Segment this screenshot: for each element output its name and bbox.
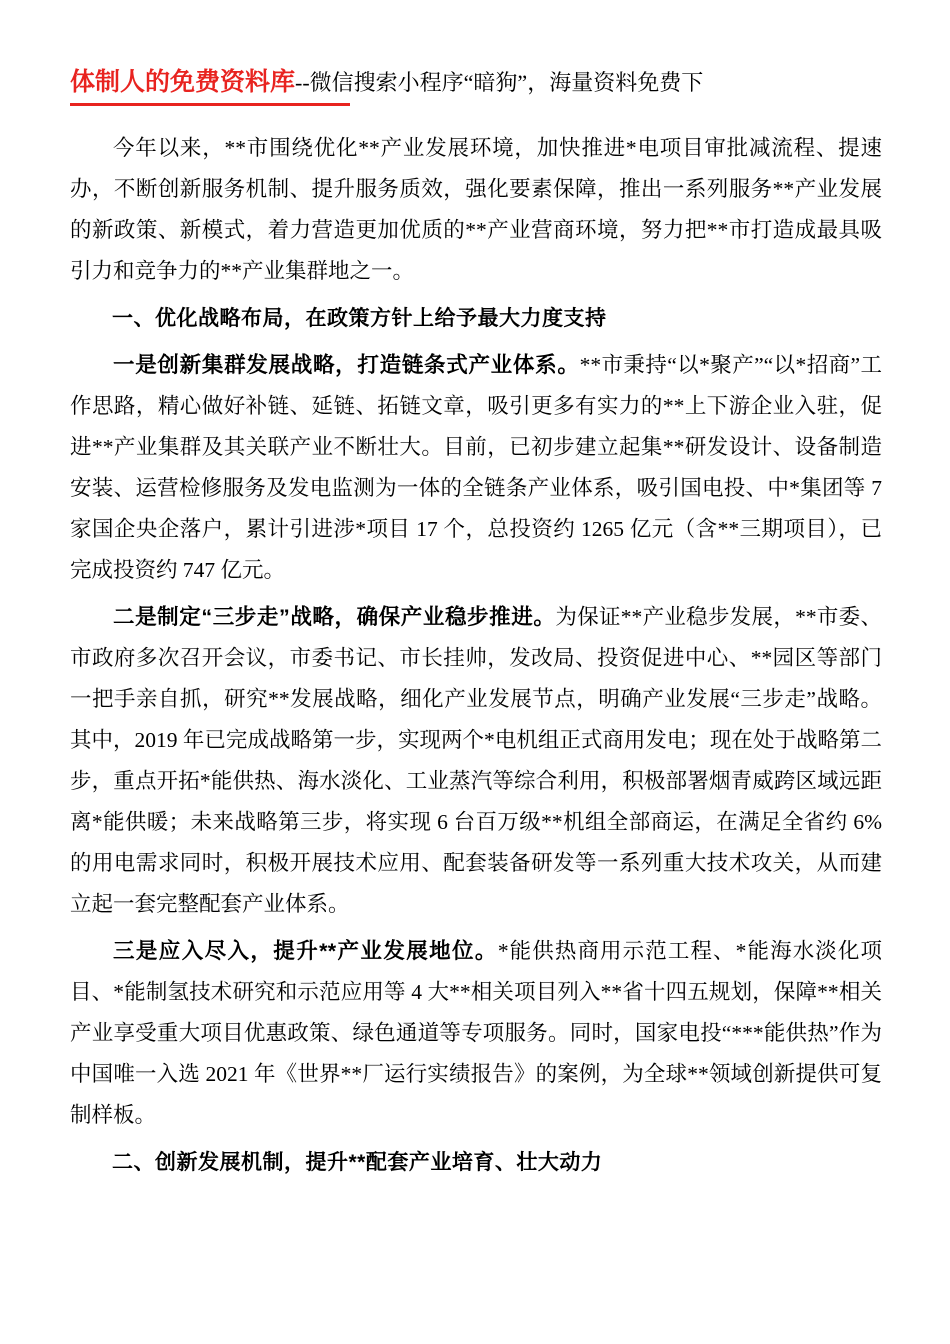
paragraph-lead: 一是创新集群发展战略，打造链条式产业体系。 bbox=[113, 353, 580, 377]
promo-banner-text: --微信搜索小程序“暗狗”，海量资料免费下 bbox=[295, 70, 704, 95]
paragraph-lead: 三是应入尽入，提升**产业发展地位。 bbox=[113, 939, 498, 963]
promo-banner-highlight: 体制人的免费资料库 bbox=[70, 68, 296, 96]
promo-banner-underline bbox=[70, 103, 350, 106]
section-heading-text: 二、创新发展机制，提升**配套产业培育、壮大动力 bbox=[112, 1151, 603, 1174]
section-heading-text: 一、优化战略布局，在政策方针上给予最大力度支持 bbox=[112, 307, 607, 330]
paragraph-item-1-1 bbox=[70, 345, 882, 591]
paragraph-intro bbox=[70, 128, 882, 292]
section-heading-2 bbox=[70, 1142, 882, 1183]
paragraph-lead: 二是制定“三步走”战略，确保产业稳步推进。 bbox=[113, 605, 556, 629]
paragraph-item-1-3 bbox=[70, 931, 882, 1136]
paragraph-text: 今年以来，**市围绕优化**产业发展环境，加快推进*电项目审批减流程、提速办，不断创新服务机制、提升服务质效，强化要素保障，推出一系列服务**产业发展的新政策、新模式，着力营造更加优质的**产业营商环境，努力把**市打造成最具吸引力和竞争力的**产业集群地之一。 bbox=[70, 136, 882, 283]
section-heading-1 bbox=[70, 298, 882, 339]
document-body bbox=[70, 128, 882, 1183]
paragraph-text: **市秉持“以*聚产”“以*招商”工作思路，精心做好补链、延链、拓链文章，吸引更多有实力的**上下游企业入驻，促进**产业集群及其关联产业不断壮大。目前，已初步建立起集**研发设计、设备制造安装、运营检修服务及发电监测为一体的全链条产业体系，吸引国电投、中*集团等 7 家国企央企落户，累计引进涉*项目 17 个，总投资约 1265 亿元（含**三期项目），已完成投资约 747 亿元。 bbox=[70, 353, 882, 582]
paragraph-text: 为保证**产业稳步发展，**市委、市政府多次召开会议，市委书记、市长挂帅，发改局、投资促进中心、**园区等部门一把手亲自抓，研究**发展战略，细化产业发展节点，明确产业发展“三步走”战略。其中，2019 年已完成战略第一步，实现两个*电机组正式商用发电；现在处于战略第二步，重点开拓*能供热、海水淡化、工业蒸汽等综合利用，积极部署烟青威跨区域远距离*能供暖；未来战略第三步，将实现 6 台百万级**机组全部商运，在满足全省约 6%的用电需求同时，积极开展技术应用、配套装备研发等一系列重大技术攻关，从而建立起一套完整配套产业体系。 bbox=[70, 605, 882, 916]
promo-banner bbox=[70, 62, 880, 104]
paragraph-text: *能供热商用示范工程、*能海水淡化项目、*能制氢技术研究和示范应用等 4 大**相关项目列入**省十四五规划，保障**相关产业享受重大项目优惠政策、绿色通道等专项服务。同时，国家电投“***能供热”作为中国唯一入选 2021 年《世界**厂运行实绩报告》的案例，为全球**领域创新提供可复制样板。 bbox=[70, 939, 882, 1127]
paragraph-item-1-2 bbox=[70, 597, 882, 925]
